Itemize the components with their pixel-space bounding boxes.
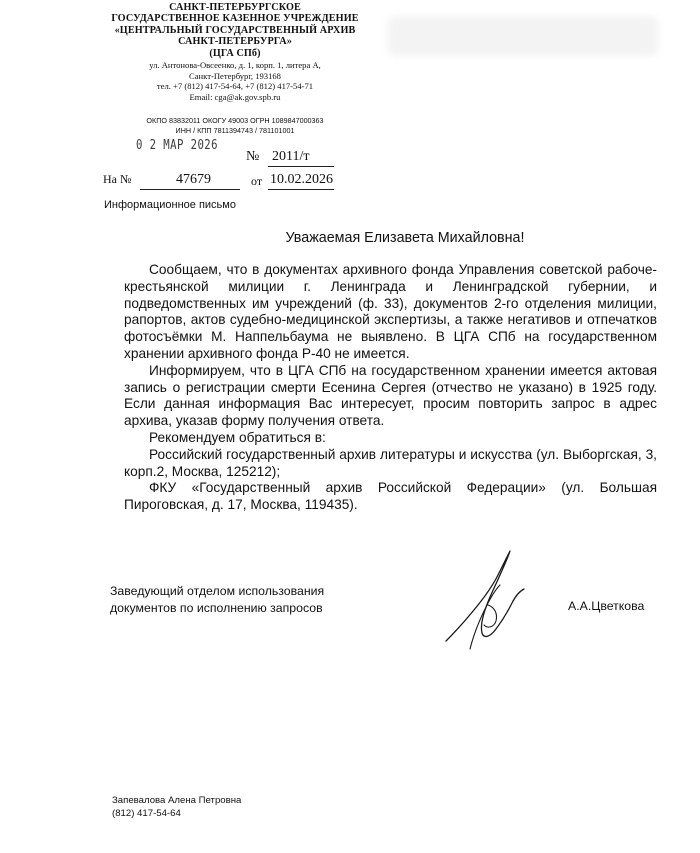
incoming-date: 10.02.2026: [270, 172, 333, 187]
divider: [140, 189, 240, 190]
letter-body: [124, 262, 657, 514]
address-line: Санкт-Петербург, 193168: [189, 70, 281, 81]
signatory-position: [110, 583, 324, 616]
org-line: ГОСУДАРСТВЕННОЕ КАЗЕННОЕ УЧРЕЖДЕНИЕ: [111, 13, 359, 25]
number-sign: №: [246, 149, 260, 164]
org-line: (ЦГА СПб): [209, 47, 261, 59]
divider: [268, 189, 334, 190]
paragraph: Рекомендуем обратиться в:: [149, 429, 326, 445]
paragraph: ФКУ «Государственный архив Российской Федерации» (ул. Большая Пироговская, д. 17, Москва, 119435).: [124, 480, 657, 513]
received-stamp-date: 0 2 МАР 2026: [136, 138, 218, 153]
incoming-number-label: На №: [103, 172, 132, 186]
code-line: ОКПО 83832011 ОКОГУ 49003 ОГРН 1089847000363: [146, 116, 324, 125]
redacted-area: [388, 16, 658, 56]
address-line: Email: cga@ak.gov.spb.ru: [189, 91, 281, 102]
org-line: САНКТ-ПЕТЕРБУРГА»: [178, 36, 292, 48]
outgoing-number: 2011/т: [272, 149, 310, 164]
signatory-name: А.А.Цветкова: [568, 599, 645, 613]
address-line: тел. +7 (812) 417-54-64, +7 (812) 417-54-71: [156, 81, 314, 92]
incoming-number: 47679: [176, 172, 211, 187]
organization-address: [104, 60, 366, 102]
paragraph: Информируем, что в ЦГА СПб на государственном хранении имеется актовая запись о регистрации смерти Есенина Сергея (отчество не указано) в 1925 году. Если данная информация Вас интересует, просим повторить запрос в адрес архива, указав форму получения ответа.: [124, 362, 657, 429]
paragraph: Российский государственный архив литературы и искусства (ул. Выборгская, 3, корп.2, Москва, 125212);: [124, 446, 657, 479]
position-line: документов по исполнению запросов: [110, 600, 323, 615]
divider: [268, 166, 334, 167]
org-line: «ЦЕНТРАЛЬНЫЙ ГОСУДАРСТВЕННЫЙ АРХИВ: [114, 24, 356, 36]
handwritten-signature: [440, 545, 530, 655]
organization-name: [104, 2, 366, 59]
organization-codes: [104, 116, 366, 135]
incoming-date-label: от: [251, 174, 263, 188]
executor-name: Запевалова Алена Петровна: [112, 795, 242, 806]
org-line: САНКТ-ПЕТЕРБУРГСКОЕ: [169, 2, 301, 13]
position-line: Заведующий отделом использования: [110, 584, 325, 598]
salutation: Уважаемая Елизавета Михайловна!: [285, 230, 525, 246]
code-line: ИНН / КПП 7811394743 / 781101001: [175, 125, 295, 135]
executor-info: [112, 795, 241, 820]
executor-phone: (812) 417-54-64: [112, 807, 181, 819]
address-line: ул. Антонова-Овсеенко, д. 1, корп. 1, литера А,: [149, 60, 321, 70]
paragraph: Сообщаем, что в документах архивного фонда Управления советской рабоче-крестьянской милиции г. Ленинграда и Ленинградской губернии, и подведомственных им учреждений (ф. 33), документов 2-го отделения милиции, рапортов, актов судебно-медицинской экспертизы, а также негативов и отпечатков фотосъёмки М. Наппельбаума не выявлено. В ЦГА СПб на государственном хранении архивного фонда Р-40 не имеется.: [124, 262, 657, 361]
document-type: Информационное письмо: [104, 199, 236, 211]
